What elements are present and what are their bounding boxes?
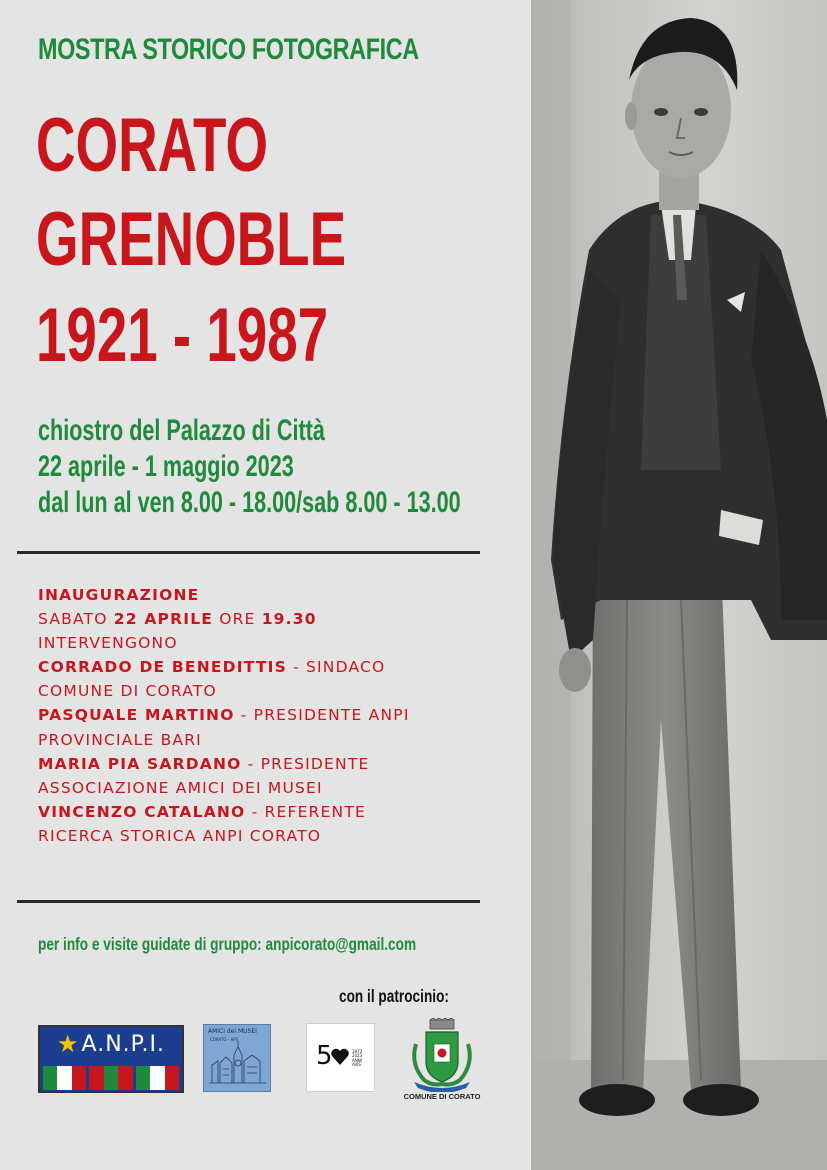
cathedral-sketch-icon — [204, 1025, 271, 1092]
speaker-name-line: PASQUALE MARTINO - PRESIDENTE ANPI — [38, 706, 410, 725]
amici-dei-musei-logo — [203, 1024, 271, 1092]
anpi-logo-text: A.N.P.I. — [81, 1031, 165, 1057]
portrait-illustration — [531, 0, 827, 1170]
title-line-city-2: GRENOBLE — [36, 197, 347, 282]
anpi-logo — [38, 1025, 184, 1093]
program-block — [38, 583, 478, 848]
fifty-small-4: AVIS — [352, 1062, 361, 1068]
comune-label: COMUNE DI CORATO — [403, 1092, 481, 1101]
divider-bottom — [17, 900, 480, 903]
divider-top — [17, 551, 480, 554]
speaker-role-line: PROVINCIALE BARI — [38, 730, 202, 749]
inauguration-heading: INAUGURAZIONE — [38, 586, 200, 604]
fifty-small-3: ANNI — [352, 1057, 362, 1063]
heart-icon — [330, 1047, 350, 1067]
comune-di-corato-logo — [402, 1018, 482, 1104]
contact-info: per info e visite guidate di gruppo: anpicorato@gmail.com — [38, 934, 417, 954]
title-line-years: 1921 - 1987 — [36, 293, 329, 378]
patronage-label: con il patrocinio: — [339, 986, 449, 1006]
star-icon: ★ — [57, 1030, 80, 1058]
venue-dates: 22 aprile - 1 maggio 2023 — [38, 450, 294, 483]
venue-place: chiostro del Palazzo di Città — [38, 414, 325, 447]
fifty-small-1: 1973 — [352, 1049, 363, 1054]
fifty-small-2: 2023 — [352, 1053, 363, 1059]
speaker-role-line: ASSOCIAZIONE AMICI DEI MUSEI — [38, 778, 323, 797]
exhibition-subtitle: MOSTRA STORICO FOTOGRAFICA — [38, 33, 419, 66]
coat-of-arms-icon — [402, 1018, 482, 1092]
fifty-number: 5 — [316, 1041, 333, 1071]
speaker-name-line: MARIA PIA SARDANO - PRESIDENTE — [38, 754, 370, 773]
speaker-name-line: CORRADO DE BENEDITTIS - SINDACO — [38, 658, 386, 677]
tricolor-flag-icon — [40, 1063, 182, 1093]
historic-photograph — [531, 0, 827, 1170]
inauguration-datetime: SABATO 22 APRILE ORE 19.30 — [38, 610, 317, 629]
amici-logo-subtitle: CORATO - APS — [210, 1037, 239, 1042]
avis-50-logo — [306, 1023, 375, 1092]
title-line-city: CORATO — [36, 103, 269, 188]
venue-hours: dal lun al ven 8.00 - 18.00/sab 8.00 - 13.00 — [38, 486, 461, 519]
speaker-name-line: VINCENZO CATALANO - REFERENTE — [38, 802, 366, 821]
speaker-role-line: RICERCA STORICA ANPI CORATO — [38, 826, 322, 845]
speaker-role-line: COMUNE DI CORATO — [38, 682, 217, 701]
amici-logo-title: AMICI dei MUSEI — [208, 1028, 257, 1035]
speakers-label: INTERVENGONO — [38, 634, 178, 653]
